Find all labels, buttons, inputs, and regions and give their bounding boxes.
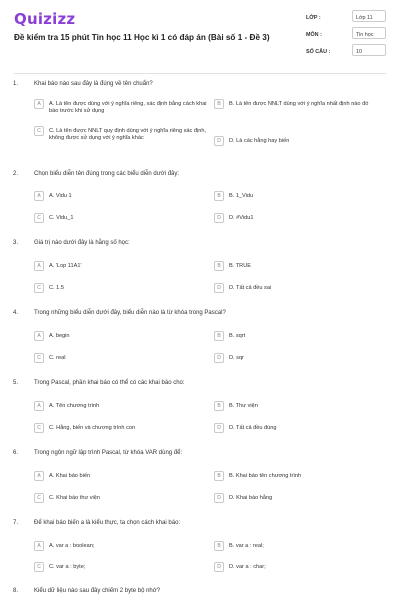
- option-letter: A: [34, 99, 44, 109]
- question-number: 6.: [13, 450, 19, 456]
- option-text: A. Vidu 1: [49, 192, 72, 199]
- option-text: D. Tất cả đều sai: [229, 284, 272, 291]
- option-text: A. 'Lop 11A1': [49, 262, 82, 269]
- option-letter: C: [34, 562, 44, 572]
- option-d[interactable]: [214, 213, 389, 223]
- option-text: A. Là tên được dùng với ý nghĩa riêng, xác định bằng cách khai báo trước khi sử dụng: [49, 100, 207, 114]
- option-letter: D: [214, 493, 224, 503]
- question-text: Khai báo nào sau đây là đúng về tên chuẩn?: [34, 81, 153, 87]
- option-letter: D: [214, 562, 224, 572]
- option-d[interactable]: [214, 562, 389, 572]
- meta-question-count: [306, 46, 388, 63]
- option-c[interactable]: [34, 213, 209, 223]
- option-letter: C: [34, 423, 44, 433]
- option-d[interactable]: [214, 353, 389, 363]
- option-text: C. Khai báo thư viện: [49, 494, 101, 501]
- option-a[interactable]: [34, 401, 209, 411]
- question-number: 5.: [13, 380, 19, 386]
- option-a[interactable]: [34, 99, 209, 115]
- option-b[interactable]: [214, 541, 389, 551]
- option-text: D. #Vidu1: [229, 214, 254, 221]
- option-letter: D: [214, 353, 224, 363]
- meta-label: SỐ CÂU :: [306, 49, 331, 55]
- question-number: 7.: [13, 520, 19, 526]
- option-letter: A: [34, 261, 44, 271]
- option-c[interactable]: [34, 126, 209, 142]
- option-letter: A: [34, 541, 44, 551]
- meta-value: Tin học: [356, 32, 374, 38]
- option-text: A. begin: [49, 332, 70, 339]
- option-letter: D: [214, 283, 224, 293]
- question-number: 3.: [13, 240, 19, 246]
- option-b[interactable]: [214, 331, 389, 341]
- option-d[interactable]: [214, 136, 389, 146]
- option-text: B. Là tên được NNLT dùng với ý nghĩa nhất định nào đó: [229, 100, 369, 107]
- question-number: 2.: [13, 171, 19, 177]
- option-text: B. 1_Vidu: [229, 192, 254, 199]
- option-a[interactable]: [34, 541, 209, 551]
- meta-label: LỚP :: [306, 15, 321, 21]
- option-text: C. var a : byte;: [49, 563, 86, 570]
- question-text: Kiểu dữ liệu nào sau đây chiếm 2 byte bộ nhớ?: [34, 588, 161, 594]
- option-letter: B: [214, 541, 224, 551]
- meta-label: MÔN :: [306, 32, 322, 38]
- option-letter: A: [34, 191, 44, 201]
- option-text: B. Khai báo tên chương trình: [229, 472, 302, 479]
- option-text: A. Khai báo biến: [49, 472, 91, 479]
- option-letter: A: [34, 471, 44, 481]
- option-letter: D: [214, 423, 224, 433]
- meta-value: Lớp 11: [356, 15, 373, 21]
- quiz-meta: [306, 12, 388, 63]
- option-text: C. real: [49, 354, 66, 361]
- option-text: D. Tất cả đều đúng: [229, 424, 277, 431]
- question-text: Trong ngôn ngữ lập trình Pascal, từ khóa VAR dùng để:: [34, 450, 183, 456]
- option-text: C. Hằng, biến và chương trình con: [49, 424, 136, 431]
- question-text: Để khai báo biến a là kiểu thực, ta chọn cách khai báo:: [34, 520, 181, 526]
- header-divider: [14, 73, 386, 74]
- option-letter: C: [34, 213, 44, 223]
- option-letter: A: [34, 331, 44, 341]
- option-text: D. var a : char;: [229, 563, 266, 570]
- option-c[interactable]: [34, 562, 209, 572]
- option-b[interactable]: [214, 99, 389, 109]
- question-number: 1.: [13, 81, 19, 87]
- question-text: Giá trị nào dưới đây là hằng số học:: [34, 240, 130, 246]
- option-b[interactable]: [214, 401, 389, 411]
- meta-value: 10: [356, 49, 362, 55]
- option-text: D. sqr: [229, 354, 244, 361]
- option-a[interactable]: [34, 261, 209, 271]
- option-letter: B: [214, 401, 224, 411]
- document-title: Đề kiểm tra 15 phút Tin học 11 Học kì 1 có đáp án (Bài số 1 - Đề 3): [14, 33, 270, 42]
- option-text: B. sqrt: [229, 332, 246, 339]
- option-a[interactable]: [34, 331, 209, 341]
- option-text: C. 1.5: [49, 284, 64, 291]
- question-text: Trong Pascal, phần khai báo có thể có các khai báo cho:: [34, 380, 185, 386]
- option-c[interactable]: [34, 493, 209, 503]
- option-b[interactable]: [214, 471, 389, 481]
- question-text: Trong những biểu diễn dưới đây, biểu diễn nào là từ khóa trong Pascal?: [34, 310, 226, 316]
- option-letter: D: [214, 213, 224, 223]
- option-a[interactable]: [34, 191, 209, 201]
- option-letter: B: [214, 471, 224, 481]
- option-letter: B: [214, 261, 224, 271]
- option-c[interactable]: [34, 283, 209, 293]
- document-header: [0, 0, 400, 68]
- option-c[interactable]: [34, 353, 209, 363]
- option-letter: C: [34, 283, 44, 293]
- option-b[interactable]: [214, 191, 389, 201]
- option-letter: B: [214, 99, 224, 109]
- option-letter: A: [34, 401, 44, 411]
- quizizz-logo: Quizizz: [14, 10, 76, 28]
- option-b[interactable]: [214, 261, 389, 271]
- option-text: D. Là các hằng hay biến: [229, 137, 290, 144]
- option-d[interactable]: [214, 283, 389, 293]
- option-text: C. Là tên được NNLT quy định dùng với ý nghĩa riêng xác định, không được sử dụng với ý nghĩa khác: [49, 127, 207, 141]
- option-text: B. Thư viện: [229, 402, 258, 409]
- option-text: B. var a : real;: [229, 542, 264, 549]
- option-d[interactable]: [214, 493, 389, 503]
- option-text: B. TRUE: [229, 262, 251, 269]
- option-letter: B: [214, 191, 224, 201]
- question-number: 8.: [13, 588, 19, 594]
- option-letter: B: [214, 331, 224, 341]
- option-text: A. var a : boolean;: [49, 542, 95, 549]
- question-text: Chọn biểu diễn tên đúng trong các biểu diễn dưới đây:: [34, 171, 180, 177]
- option-text: C. Vidu_1: [49, 214, 74, 221]
- option-text: D. Khai báo hằng: [229, 494, 273, 501]
- option-letter: D: [214, 136, 224, 146]
- option-c[interactable]: [34, 423, 209, 433]
- option-a[interactable]: [34, 471, 209, 481]
- option-letter: C: [34, 493, 44, 503]
- option-letter: C: [34, 126, 44, 136]
- option-text: A. Tên chương trình: [49, 402, 100, 409]
- option-d[interactable]: [214, 423, 389, 433]
- question-number: 4.: [13, 310, 19, 316]
- option-letter: C: [34, 353, 44, 363]
